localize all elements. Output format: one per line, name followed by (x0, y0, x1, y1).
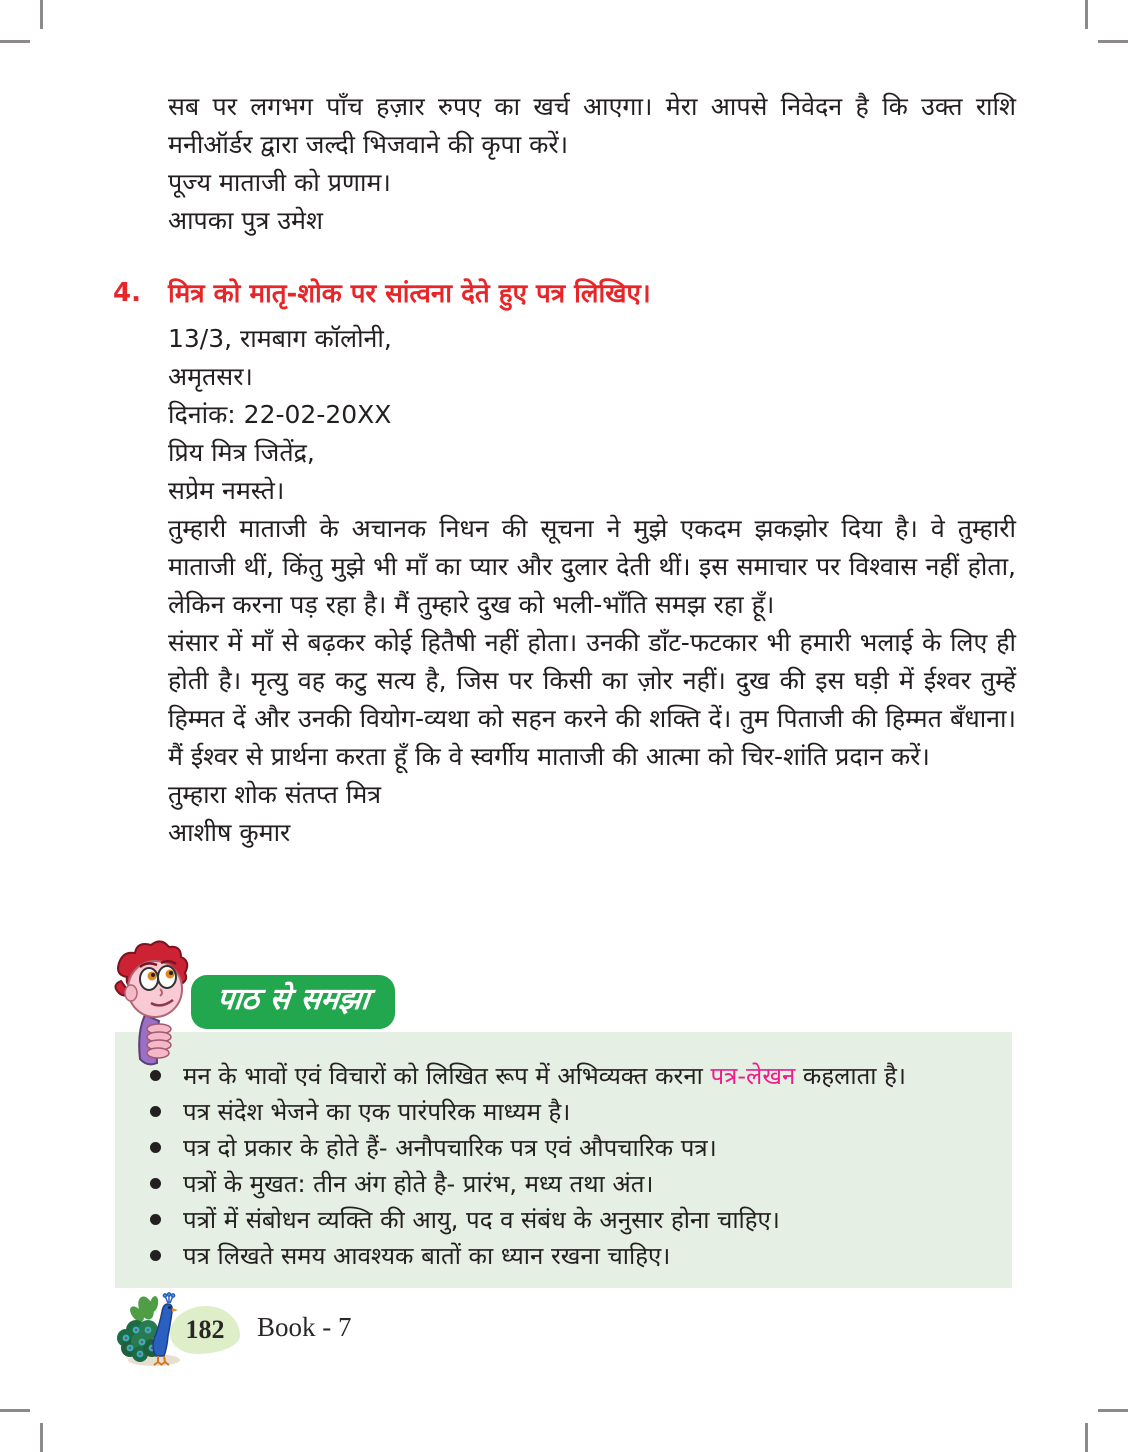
crop-mark-bottom-left-h (0, 1409, 30, 1412)
letter-greeting: सप्रेम नमस्ते। (168, 476, 285, 505)
bullet-text: पत्रों के मुखत: तीन अंग होते है- प्रारंभ, मध्य तथा अंत। (183, 1170, 654, 1198)
bullet-text: पत्रों में संबोधन व्यक्ति की आयु, पद व संबंध के अनुसार होना चाहिए। (183, 1206, 780, 1234)
bullet-dot-icon (150, 1142, 161, 1153)
crop-mark-top-left-h (0, 40, 30, 43)
letter-signature: आशीष कुमार (168, 818, 291, 847)
crop-mark-bottom-left-v (40, 1423, 43, 1452)
bullet-text: पत्र लिखते समय आवश्यक बातों का ध्यान रखना चाहिए। (183, 1242, 671, 1270)
summary-bullet (150, 1130, 982, 1166)
letter-salutation: प्रिय मित्र जितेंद्र, (168, 438, 315, 467)
previous-letter-body: सब पर लगभग पाँच हज़ार रुपए का खर्च आएगा। मेरा आपसे निवेदन है कि उक्त राशि मनीऑर्डर द्वारा जल्दी भिजवाने की कृपा करें। (168, 92, 1016, 159)
letter-address-line1: 13/3, रामबाग कॉलोनी, (168, 324, 392, 353)
bullet-text: पत्र संदेश भेजने का एक पारंपरिक माध्यम है। (183, 1098, 571, 1126)
question-title: मित्र को मातृ-शोक पर सांत्वना देते हुए पत्र लिखिए। (168, 279, 651, 309)
bullet-dot-icon (150, 1214, 161, 1225)
crop-mark-top-right-h (1098, 40, 1128, 43)
question-4-heading (113, 274, 1016, 314)
bullet-text: कहलाता है। (795, 1062, 906, 1090)
bullet-highlight: पत्र-लेखन (710, 1062, 796, 1090)
summary-bullet-list (115, 1032, 1012, 1274)
bullet-dot-icon (150, 1250, 161, 1261)
crop-mark-top-left-v (40, 0, 43, 29)
page-content (113, 88, 1016, 852)
summary-bullet (150, 1202, 982, 1238)
book-label: Book - 7 (257, 1312, 352, 1342)
bullet-dot-icon (150, 1178, 161, 1189)
crop-mark-top-right-v (1085, 0, 1088, 29)
bullet-dot-icon (150, 1106, 161, 1117)
letter-paragraph-1: तुम्हारी माताजी के अचानक निधन की सूचना ने मुझे एकदम झकझोर दिया है। वे तुम्हारी माताजी थीं, किंतु मुझे भी माँ का प्यार और दुलार देती थीं। इस समाचार पर विश्वास नहीं होता, लेकिन करना पड़ रहा है। मैं तुम्हारे दुख को भली-भाँति समझ रहा हूँ। (168, 514, 1016, 619)
letter-date-line: दिनांक: 22-02-20XX (168, 400, 392, 429)
page-number-badge (170, 1306, 240, 1354)
page-number: 182 (185, 1315, 225, 1344)
previous-letter-salute: पूज्य माताजी को प्रणाम। (168, 168, 391, 197)
summary-badge (191, 975, 395, 1029)
letter-closing: तुम्हारा शोक संतप्त मित्र (168, 780, 382, 809)
previous-letter-signature: आपका पुत्र उमेश (168, 206, 323, 235)
bullet-text: पत्र दो प्रकार के होते हैं- अनौपचारिक पत्र एवं औपचारिक पत्र। (183, 1134, 717, 1162)
question-number: 4. (113, 278, 141, 308)
crop-mark-bottom-right-v (1085, 1423, 1088, 1452)
bullet-text: मन के भावों एवं विचारों को लिखित रूप में अभिव्यक्त करना (183, 1062, 711, 1090)
summary-bullet (150, 1238, 982, 1274)
letter-paragraph-2: संसार में माँ से बढ़कर कोई हितैषी नहीं होता। उनकी डाँट-फटकार भी हमारी भलाई के लिए ही होती है। मृत्यु वह कटु सत्य है, जिस पर किसी का ज़ोर नहीं। दुख की इस घड़ी में ईश्वर तुम्हें हिम्मत दें और उनकी वियोग-व्यथा को सहन करने की शक्ति दें। तुम पिताजी की हिम्मत बँधाना। मैं ईश्वर से प्रार्थना करता हूँ कि वे स्वर्गीय माताजी की आत्मा को चिर-शांति प्रदान करें। (168, 628, 1016, 771)
peeking-boy-icon (107, 937, 199, 1075)
letter-address-line2: अमृतसर। (168, 362, 253, 391)
summary-bullet (150, 1166, 982, 1202)
summary-bullet (150, 1094, 982, 1130)
summary-bullet (150, 1058, 982, 1094)
summary-badge-label: पाठ से समझा (215, 982, 371, 1017)
crop-mark-bottom-right-h (1098, 1409, 1128, 1412)
